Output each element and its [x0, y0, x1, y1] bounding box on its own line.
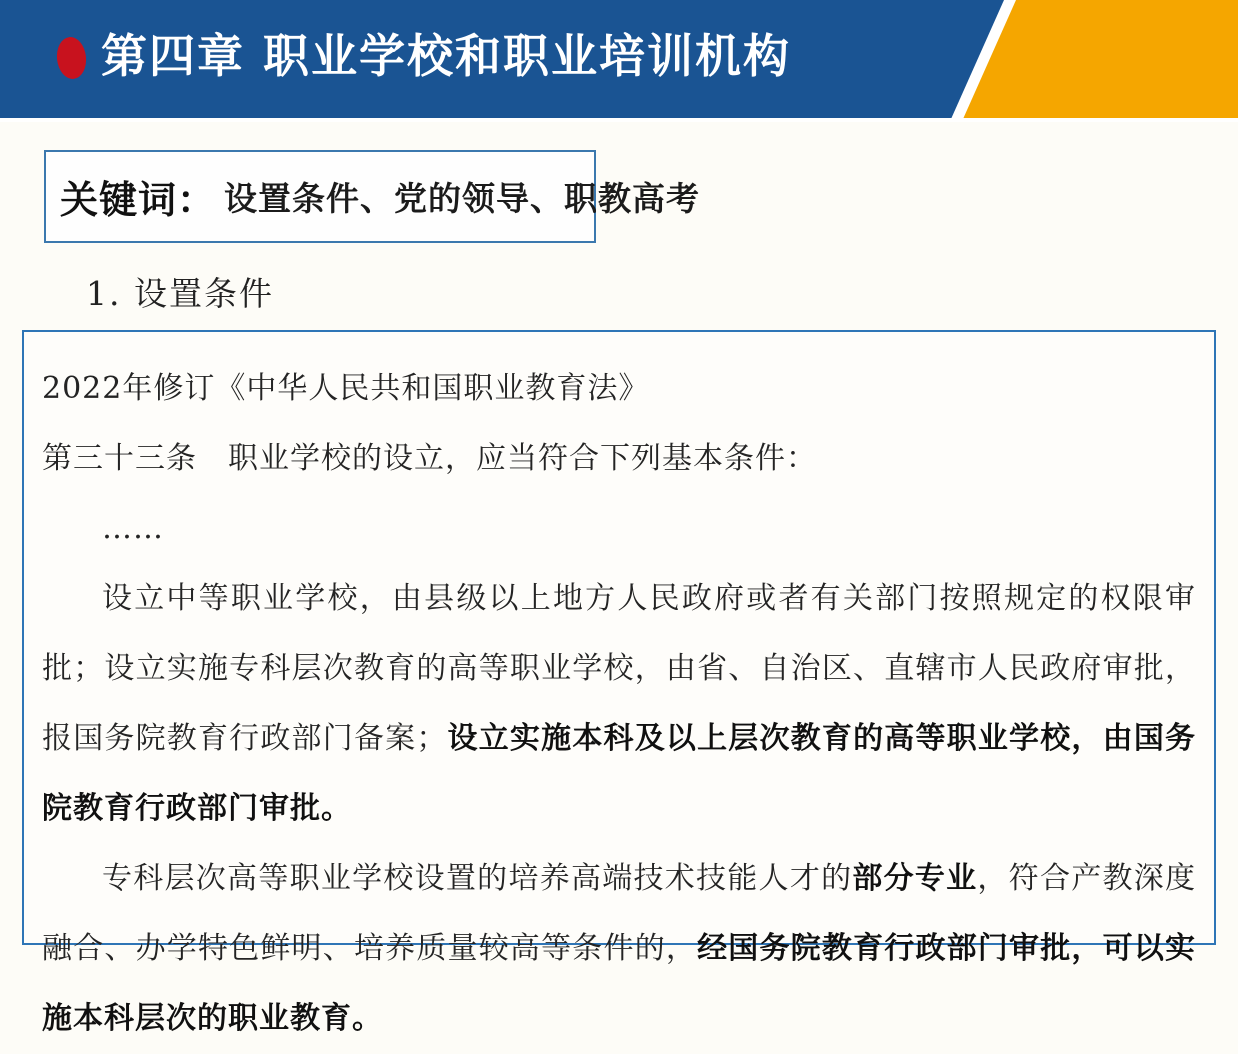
content-run: 专科层次高等职业学校设置的培养高端技术技能人才的 — [102, 861, 853, 896]
content-paragraph — [42, 424, 1196, 494]
content-box — [22, 330, 1216, 1036]
content-run: …… — [102, 511, 164, 546]
slide-header-bar — [0, 0, 1238, 118]
chapter-title: 第四章 职业学校和职业培训机构 — [101, 29, 792, 83]
content-paragraph — [42, 844, 1196, 1054]
content-run-bold: 部分专业 — [852, 861, 978, 896]
content-run-bold: 设立实施本科及以上层次教育的高等职业学校，由国务院教育行政部门审批。 — [42, 721, 1197, 826]
content-run: 设立中等职业学校，由县级以上地方人民政府或者有关部门按照规定的权限审批；设立实施专科层次教育的高等职业学校，由省、自治区、直辖市人民政府审批，报国务院教育行政部门备案； — [42, 581, 1196, 756]
content-paragraph — [42, 354, 1196, 424]
content-run-bold: 经国务院教育行政部门审批，可以实施本科层次的职业教育。 — [42, 931, 1197, 1036]
content-paragraph — [42, 564, 1196, 844]
content-run: ，符合产教深度融合、办学特色鲜明、培养质量较高等条件的， — [42, 861, 1197, 966]
section-title: 1. 设置条件 — [86, 274, 274, 313]
red-bullet-icon — [55, 36, 88, 81]
keyword-label: 关键词： — [60, 177, 217, 222]
header-divider — [0, 118, 1238, 122]
content-run: 第三十三条 职业学校的设立，应当符合下列基本条件： — [42, 441, 817, 476]
content-paragraph — [42, 494, 1196, 564]
keyword-box — [44, 150, 701, 243]
content-run: 2022年修订《中华人民共和国职业教育法》 — [42, 371, 650, 406]
keyword-list: 设置条件、党的领导、职教高考 — [224, 179, 701, 218]
